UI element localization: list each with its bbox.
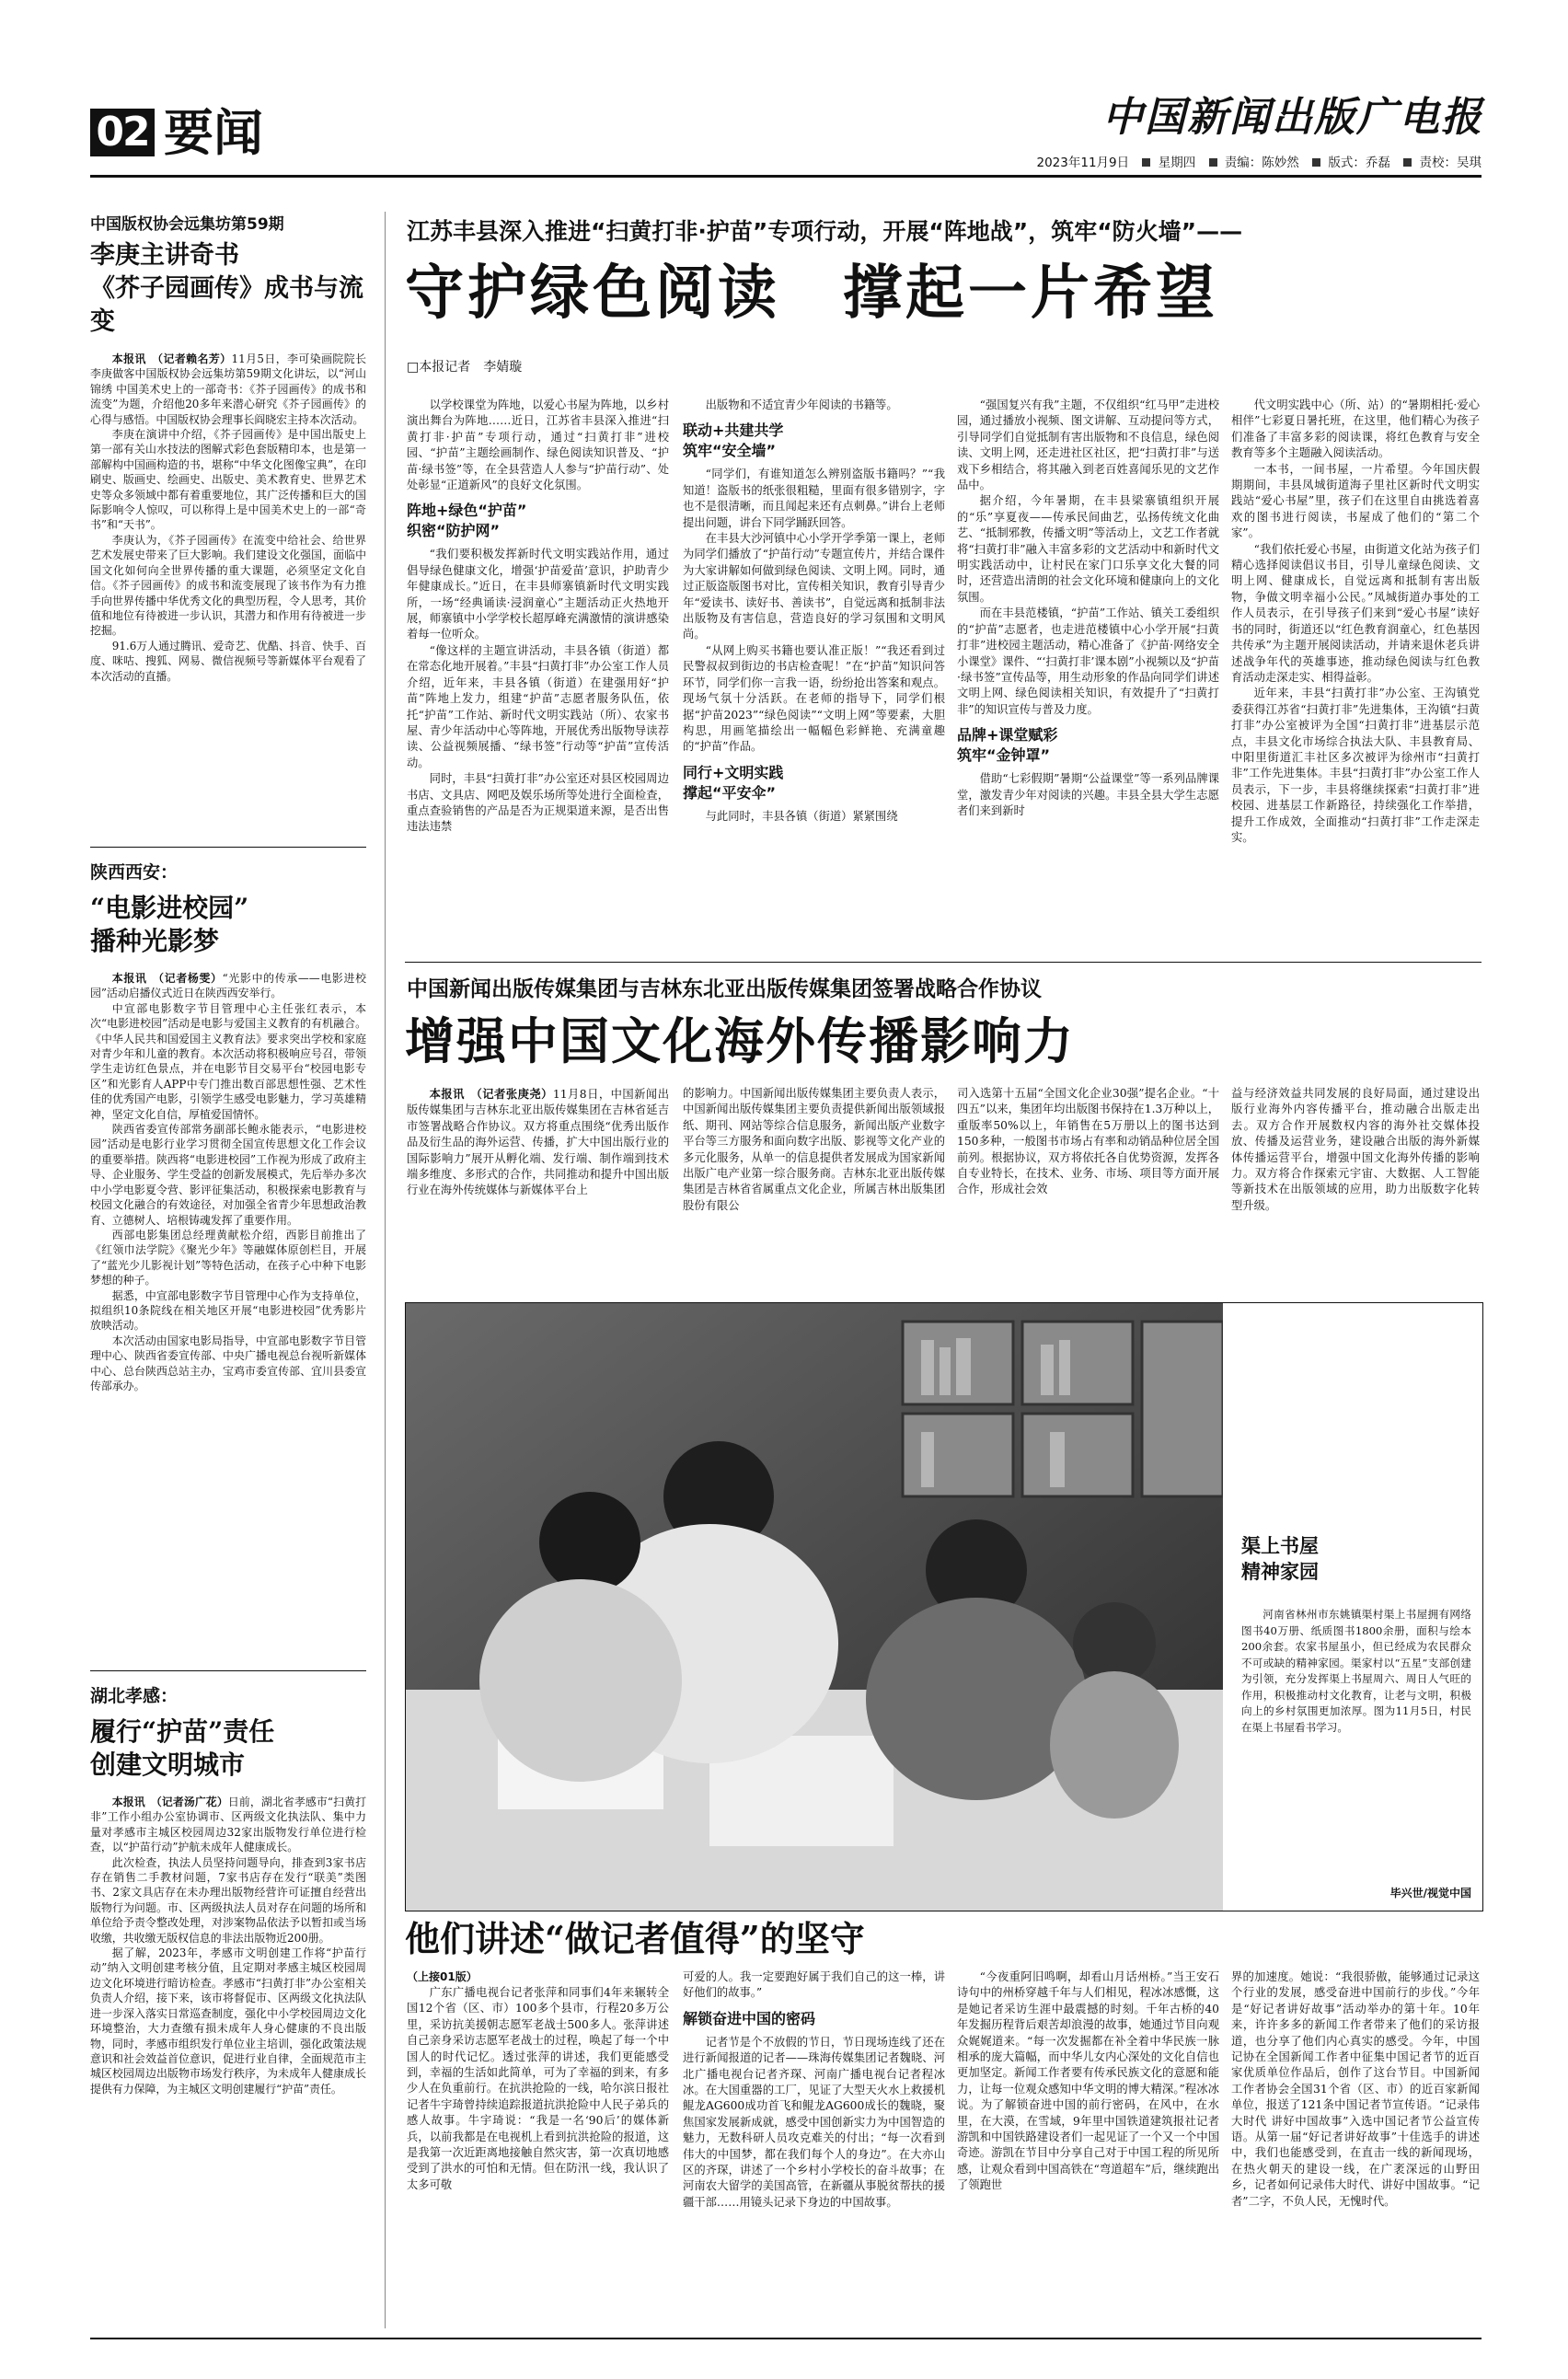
paragraph: 一本书，一间书屋，一片希望。今年国庆假期期间，丰县凤城街道海子里社区新时代文明实践站“爱心书屋”里，孩子们在这里自由挑选着喜欢的图书进行阅读，书屋成了他们的“第二个家”。 — [1231, 462, 1480, 540]
story-1-byline: □本报记者 李婧璇 — [407, 360, 523, 375]
paragraph: “从网上购买书籍也要认准正版！”“我还看到过民警叔叔到街边的书店检查呢！”在“护苗”知识问答环节，同学们你一言我一语，纷纷抢出答案和观点。现场气氛十分活跃。在老师的指导下，同学们根据“护苗2023”“绿色阅读”“文明上网”等要素，大胆构思，用画笔描绘出一幅幅色彩鲜艳、充满童趣的“护苗”作品。 — [683, 643, 945, 754]
photo-title-line-1: 渠上书屋 — [1241, 1535, 1319, 1557]
subhead: 筑牢“安全墙” — [683, 442, 777, 460]
paragraph: 据介绍，今年暑期，在丰县梁寨镇组织开展的“乐”享夏夜——传承民间曲艺，弘扬传统文化曲艺、“抵制邪教，传播文明”等活动上，文艺工作者就将“扫黄打非”融入丰富多彩的文艺活动中和新时代文明实践活动中，让村民在家门口乐享文化大餐的同时，还营造出清朗的社会文化环境和健康向上的文化氛围。 — [957, 494, 1219, 604]
paragraph: 广东广播电视台记者张萍和同事们4年来辗转全国12个省（区、市）100多个县市，行程20多万公里，采访抗美援朝志愿军老战士500多人。张萍讲述自己亲身采访志愿军老战士的过程，唤起了每一个中国人的时代记忆。透过张萍的讲述，我们更能感受到，幸福的生活如此简单，可为了幸福的到来，有多少人在负重前行。在抗洪抢险的一线，哈尔滨日报社记者牛宇琦曾持续追踪报道抗洪抢险中人民子弟兵的感人故事。牛宇琦说：“我是一名‘90后’的媒体新兵，以前我都是在电视机上看到抗洪抢险的报道，这是我第一次近距离地接触自然灾害，第一次真切地感受到了洪水的可怕和无情。但在防汛一线，我认识了太多可敬 — [407, 1986, 669, 2191]
paragraph-text: 11月8日，中国新闻出版传媒集团与吉林东北亚出版传媒集团在吉林省延吉市签署战略合作协议。双方将重点围绕“优秀出版作品及衍生品的海外运营、传播，扩大中国出版行业的国际影响力”展开从孵化端、发行端、制作端到技术端多维度、多形式的合作，共同推动和提升中国出版行业在海外传统媒体与新媒体平台上 — [407, 1088, 669, 1197]
paragraph: 李庚认为，《芥子园画传》在流变中给社会、给世界艺术发展史带来了巨大影响。我们建设文化强国，面临中国文化如何向全世界传播的重大课题，必须坚定文化自信。《芥子园画传》的成书和流变展现了该书作为有力推手向世界传播中华优秀文化的典型历程，令人思考，其价值和地位有待被进一步认识，其潜力和作用有待被进一步挖掘。 — [90, 533, 366, 638]
paragraph: “强国复兴有我”主题，不仅组织“红马甲”走进校园，通过播放小视频、图文讲解、互动提问等方式，引导同学们自觉抵制有害出版物和不良信息，绿色阅读、文明上网，还走进社区社区，把“扫黄打非”与送戏下乡相结合，将其融入到老百姓喜闻乐见的文艺作品中。 — [957, 398, 1219, 492]
subhead: 品牌+课堂赋彩 — [957, 726, 1058, 745]
story-1-col-3 — [957, 398, 1219, 948]
paragraph: 此次检查，执法人员坚持问题导向，排查到3家书店存在销售二手教材问题，7家书店存在发行“联美”类图书、2家文具店存在未办理出版物经营许可证擅自经营出版物行为问题。市、区两级执法人员对存在问题的场所和单位给予责令整改处理，对涉案物品依法予以暂扣或当场收缴，共收缴无版权信息的非法出版物近200册。 — [90, 1855, 366, 1945]
paragraph: 91.6万人通过腾讯、爱奇艺、优酷、抖音、快手、百度、咪咕、搜狐、网易、微信视频号等新媒体平台观看了本次活动的直播。 — [90, 639, 366, 683]
paragraph: 据了解，2023年，孝感市文明创建工作将“护苗行动”纳入文明创建考核分值，且定期对孝感主城区校园周边文化环境进行暗访检查。孝感市“扫黄打非”办公室相关负责人介绍，接下来，该市将督促市、区两级文化执法队进一步深入落实日常巡查制度，强化中小学校园周边文化环境整治，大力查缴有损未成年人身心健康的不良出版物，同时，孝感市组织发行单位业主培训，强化政策法规意识和社会效益首位意识，促进行业自律，全面规范市主城区校园周边出版物市场发行秩序，为未成年人健康成长提供有力保障，为主城区文明创建履行“护苗”责任。 — [90, 1946, 366, 2096]
paragraph: 可爱的人。我一定要跑好属于我们自己的这一棒，讲好他们的故事。” — [683, 1970, 945, 2000]
paragraph: 出版物和不适宜青少年阅读的书籍等。 — [705, 398, 898, 411]
headline-line-2: 播种光影梦 — [90, 926, 220, 956]
paragraph: 本次活动由国家电影局指导，中宣部电影数字节目管理中心、陕西省委宣传部、中央广播电视总台视听新媒体中心、总台陕西总站主办，宝鸡市委宣传部、宜川县委宣传部承办。 — [90, 1334, 366, 1392]
divider — [405, 962, 1482, 963]
continuation-note: （上接01版） — [407, 1970, 478, 1983]
left-story-2 — [90, 860, 366, 1661]
photo-frame — [405, 1302, 1483, 1911]
byline — [90, 971, 366, 1001]
paragraph: 界的加速度。她说：“我很骄傲，能够通过记录这个行业的发展，感受奋进中国前行的步伐。”今年是“好记者讲好故事”活动举办的第十年。10年来，许许多多的新闻工作者带来了他们的采访报道，也分享了他们内心真实的感受。今年，中国记协在全国新闻工作者中征集中国记者节的近百家优质单位作品后，创作了这台节目。中国新闻工作者协会全国31个省（区、市）的近百家新闻单位，报送了121条中国记者节宣传语。“记录伟大时代 讲好中国故事”入选中国记者节公益宣传语。从第一届“好记者讲好故事”十佳选手的讲述中，我们也能感受到，在直击一线的新闻现场，在热火朝天的建设一线，在广袤深远的山野田乡，记者如何记录伟大时代、讲好中国故事。“记者”二字，不负人民，无愧时代。 — [1231, 1970, 1480, 2208]
designer: 版式：乔磊 — [1328, 156, 1390, 170]
paragraph: 11月5日，李可染画院院长李庚做客中国版权协会远集坊第59期文化讲坛，以“河山锦绣 中国美术史上的一部奇书：《芥子园画传》的成书和流变”为题，介绍他20多年来潜心研究《芥子园画传》的心得与感悟。中国版权协会理事长阎晓宏主持本次活动。 — [90, 352, 366, 426]
divider — [90, 1670, 366, 1671]
paragraph: 近年来，丰县“扫黄打非”办公室、王沟镇党委获得江苏省“扫黄打非”先进集体，王沟镇“扫黄打非”办公室被评为全国“扫黄打非”进基层示范点，丰县文化市场综合执法大队、丰县教育局、中阳里街道汇丰社区多次被评为徐州市“扫黄打非”工作先进集体。丰县“扫黄打非”办公室工作人员表示，下一步，丰县将继续探索“扫黄打非”进校园、进基层工作新路径，持续强化工作举措，提升工作成效，全面推动“扫黄打非”工作走深走实。 — [1231, 687, 1480, 844]
subhead: 联动+共建共学 — [683, 422, 784, 440]
weekday: 星期四 — [1158, 156, 1196, 170]
story-3-col-3 — [957, 1969, 1219, 2328]
byline — [90, 352, 366, 427]
headline-line-1: 履行“护苗”责任 — [90, 1716, 275, 1747]
paper-logo: 中国新闻出版广电报 — [1102, 94, 1483, 141]
story-3-col-4 — [1231, 1969, 1480, 2328]
subhead: 解锁奋进中国的密码 — [683, 2009, 816, 2027]
story-2-kicker: 中国新闻出版传媒集团与吉林东北亚出版传媒集团签署战略合作协议 — [407, 977, 1042, 1001]
divider — [90, 847, 366, 848]
story-3-col-1 — [407, 1969, 669, 2328]
paragraph: 李庚在演讲中介绍，《芥子园画传》是中国出版史上第一部有关山水技法的图解式彩色套版精印本，也是第一部解构中国画构造的书，堪称“中华文化图像宝典”，在印刷史、版画史、绘画史、出版史、美术教育史、世界艺术史等众多领域中都有着重要地位，其广泛传播和巨大的国际影响令人惊叹，可以称得上是中国美术史上的一部“奇书”和“天书”。 — [90, 428, 366, 532]
story-1-col-1 — [407, 398, 669, 948]
paragraph: 以学校课堂为阵地，以爱心书屋为阵地，以乡村演出舞台为阵地……近日，江苏省丰县深入推进“扫黄打非·护苗”专项行动，通过“扫黄打非”进校园、“护苗”主题绘画制作、绿色阅读知识普及、“护苗·绿书签”等，在全县营造人人参与“护苗行动”、处处彰显“正道新风”的良好文化氛围。 — [407, 398, 669, 492]
headline-line-2: 创建文明城市 — [90, 1750, 246, 1780]
photo-caption: 河南省林州市东姚镇渠村渠上书屋拥有网络图书40万册、纸质图书1800余册，面积与绘本200余套。农家书屋虽小，但已经成为农民群众不可或缺的精神家园。渠家村以“五星”支部创建为引领，充分发挥渠上书屋周六、周日人气旺的作用，积极推动村文化教育，让老与文明，积极向上的乡村氛围更加浓厚。图为11月5日，村民在渠上书屋看书学习。 — [1241, 1608, 1471, 1734]
editor: 责编：陈妙然 — [1224, 156, 1299, 170]
byline-text: 本报讯 （记者张庚尧） — [429, 1087, 553, 1101]
story-2-col-1 — [407, 1086, 669, 1293]
story-2-col-3 — [957, 1086, 1219, 1293]
subhead: 织密“防护网” — [407, 522, 501, 540]
kicker: 陕西西安： — [90, 862, 179, 883]
subhead: 同行+文明实践 — [683, 763, 784, 781]
paragraph: “光影中的传承——电影进校园”活动启播仪式近日在陕西西安举行。 — [90, 972, 366, 1000]
paragraph: 益与经济效益共同发展的良好局面，通过建设出版行业海外内容传播平台，推动融合出版走出去。双方合作开展数权内容的海外社交媒体投放、传播及运营业务，建设融合出版的海外新媒体传播运营平台，增强中国文化海外传播的影响力。双方将合作探索元宇宙、大数据、人工智能等新技术在出版领域的应用，助力出版数字化转型升级。 — [1231, 1087, 1480, 1212]
paragraph: “同学们，有谁知道怎么辨别盗版书籍吗？”“我知道！盗版书的纸张很粗糙，里面有很多错别字，字也不是很清晰，而且闻起来还有点刺鼻。”讲台上老师提出问题，讲台下同学踊跃回答。 — [683, 468, 945, 529]
story-1-kicker: 江苏丰县深入推进“扫黄打非·护苗”专项行动，开展“阵地战”，筑牢“防火墙”—— — [407, 218, 1243, 245]
left-story-1 — [90, 214, 366, 839]
headline-line-1: “电影进校园” — [90, 893, 249, 923]
paragraph: 西部电影集团总经理黄献松介绍，西影目前推出了《红领巾法学院》《聚光少年》等融媒体原创栏目，开展了“蓝光少儿影视计划”等特色活动，在孩子心中种下电影梦想的种子。 — [90, 1228, 366, 1288]
photo-credit: 毕兴世/视觉中国 — [1389, 1887, 1471, 1900]
paragraph: “像这样的主题宣讲活动，丰县各镇（街道）都在常态化地开展着。”丰县“扫黄打非”办公室工作人员介绍，近年来，丰县各镇（街道）在建强用好“护苗”阵地上发力，组建“护苗”志愿者服务队伍，依托“护苗”工作站、新时代文明实践站（所）、农家书屋、青少年活动中心等阵地，开展优秀出版物导读荐读、公益视频展播、“绿书签”行动等“护苗”宣传活动。 — [407, 643, 669, 769]
issue-meta — [1031, 155, 1482, 171]
photo-illustration — [406, 1303, 1223, 1911]
paragraph: 借助“七彩假期”暑期“公益课堂”等一系列品牌课堂，激发青少年对阅读的兴趣。丰县全县大学生志愿者们来到新时 — [957, 772, 1219, 817]
byline-text: 本报讯 （记者汤广花） — [111, 1796, 228, 1808]
story-2-headline: 增强中国文化海外传播影响力 — [405, 1011, 1075, 1070]
paragraph: “我们依托爱心书屋，由街道文化站为孩子们精心选择阅读倡议书目，引导儿童绿色阅读、文明上网、健康成长，自觉远离和抵制有害出版物，争做文明幸福小公民。”凤城街道办事处的工作人员表示，在引导孩子们来到“爱心书屋”读好书的同时，街道还以“红色教育润童心，红色基因共传承”为主题开展阅读活动，并请来退休老兵讲述战争年代的英雄事迹，推动绿色阅读与红色教育活动走深走实、相得益彰。 — [1231, 542, 1480, 684]
column-divider — [385, 212, 386, 2328]
paragraph: 在丰县大沙河镇中心小学开学季第一课上，老师为同学们播放了“护苗行动”专题宣传片，并结合课件为大家讲解如何做到绿色阅读、文明上网。同时，通过正版盗版图书对比，宣传相关知识，教育引导青少年“爱读书、读好书、善读书”，自觉远离和抵制非法出版物及有害信息，营造良好的学习氛围和文明风尚。 — [683, 532, 945, 641]
story-2-col-4 — [1231, 1086, 1480, 1293]
paragraph: “我们要积极发挥新时代文明实践站作用，通过倡导绿色健康文化，增强‘护苗爱苗’意识，护助青少年健康成长。”近日，在丰县师寨镇新时代文明实践所，一场“经典诵读·浸润童心”主题活动正火热地开展，师寨镇中小学学校长超厚峰充满激情的演讲感染着每一位听众。 — [407, 548, 669, 641]
paragraph — [407, 1086, 669, 1199]
proofreader: 责校：吴琪 — [1419, 156, 1482, 170]
story-3-col-2 — [683, 1969, 945, 2328]
paragraph: 记者节是个不放假的节日，节日现场连线了还在进行新闻报道的记者——珠海传媒集团记者魏晓、河北广播电视台记者齐琛、河南广播电视台记者程冰冰。在大国重器的工厂，见证了大型天火水上救援机鲲龙AG600成功首飞和鲲龙AG600成长的魏晓，聚焦国家发展新成就，感受中国创新实力为中国智造的魅力，无数科研人员攻克难关的付出；“每一次看到伟大的中国梦，都在我们每个人的身边”。在大亦山区的齐琛，讲述了一个乡村小学校长的奋斗故事；在河南农大留学的美国高管，在新疆从事脱贫帮扶的援疆干部……用镜头记录下身边的中国故事。 — [683, 2035, 945, 2209]
paragraph: 而在丰县范楼镇，“护苗”工作站、镇关工委组织的“护苗”志愿者，也走进范楼镇中心小学开展“扫黄打非”进校园主题活动，精心准备了《护苗·网络安全小课堂》课件、“‘扫黄打非’课本剧”小视频以及“护苗·绿书签”宣传品等，用生动形象的作品向同学们讲述文明上网、绿色阅读相关知识，有效提升了“扫黄打非”的知识宣传与普及力度。 — [957, 606, 1219, 716]
left-story-3 — [90, 1684, 366, 2328]
paragraph: “今夜重阿旧鸣啊，却看山月话州桥。”当王安石诗句中的州桥穿越千年与人们相见，程冰冰感慨，这是她记者采访生涯中最震撼的时刻。千年古桥的40年发掘历程背后艰苦却浪漫的故事，她通过节目向观众娓娓道来。“每一次发掘都在补全着中华民族一脉相承的庞大篇幅，而中华儿女内心深处的文化自信也更加坚定。新闻工作者要有传承民族文化的意愿和能力，让每一位观众感知中华文明的博大精深。”程冰冰说。为了解锁奋进中国的前行密码，在风中，在水里，在大漠，在雪域，9年里中国铁道建筑报社记者游凯和中国铁路建设者们一起见证了一个又一个中国奇迹。游凯在节目中分享自己对于中国工程的所见所感，让观众看到中国高铁在“弯道超车”后，继续跑出了领跑世 — [957, 1970, 1219, 2192]
footer-rule — [90, 2338, 1482, 2339]
paragraph: 与此同时，丰县各镇（街道）紧紧围绕 — [705, 809, 898, 823]
subhead: 撑起“平安伞” — [683, 783, 777, 802]
section-title: 要闻 — [164, 103, 263, 162]
story-1-col-4 — [1231, 398, 1480, 948]
kicker: 湖北孝感： — [90, 1686, 179, 1706]
masthead-rule — [90, 175, 1482, 178]
story-1-headline: 守护绿色阅读 撑起一片希望 — [405, 259, 1218, 328]
subhead: 阵地+绿色“护苗” — [407, 502, 527, 520]
story-3-headline: 他们讲述“做记者值得”的坚守 — [405, 1918, 865, 1959]
byline — [90, 1795, 366, 1855]
photo-title-line-2: 精神家园 — [1241, 1561, 1319, 1583]
paragraph: 代文明实践中心（所、站）的“暑期相托·爱心相伴”七彩夏日暑托班，在这里，他们精心为孩子们准备了丰富多彩的阅读课，将红色教育与安全教育等多个主题融入阅读活动。 — [1231, 398, 1480, 460]
story-2-col-2 — [683, 1086, 945, 1293]
news-photo — [406, 1303, 1223, 1911]
story-1-col-2 — [683, 398, 945, 948]
headline-line-2: 《芥子园画传》成书与流变 — [90, 274, 363, 336]
paragraph: 的影响力。中国新闻出版传媒集团主要负责人表示，中国新闻出版传媒集团主要负责提供新闻出版领域报纸、期刊、网站等综合信息服务，新闻出版产业数字平台等三方服务和面向数字出版、影视等文化产业的多元化服务，从单一的信息提供者发展成为国家新闻出版广电产业第一综合服务商。吉林东北亚出版传媒集团是吉林省省属重点文化企业，所属吉林出版集团股份有限公 — [683, 1087, 945, 1212]
byline-text: 本报讯 （记者杨雯） — [111, 972, 223, 985]
date: 2023年11月9日 — [1036, 156, 1130, 170]
paragraph: 同时，丰县“扫黄打非”办公室还对县区校园周边书店、文具店、网吧及娱乐场所等处进行全面检查，重点查验销售的产品是否为正规渠道来源，是否出售违法违禁 — [407, 772, 669, 834]
paragraph: 据悉，中宣部电影数字节目管理中心作为支持单位，拟组织10条院线在相关地区开展“电影进校园”优秀影片放映活动。 — [90, 1288, 366, 1333]
paragraph: 日前，湖北省孝感市“扫黄打非”工作小组办公室协调市、区两级文化执法队、集中力量对孝感市主城区校园周边32家出版物发行单位进行检查，以“护苗行动”护航未成年人健康成长。 — [90, 1796, 366, 1854]
byline-text: 本报讯 （记者赖名芳） — [111, 352, 232, 365]
paragraph: 陕西省委宣传部常务副部长鲍永能表示，“电影进校园”活动是电影行业学习贯彻全国宣传思想文化工作会议的重要举措。陕西将“电影进校园”工作视为形成了政府主导、企业服务、学生受益的创新发展模式，先后举办多次中小学电影夏令营、影评征集活动，积极探索电影教育与校园文化融合的有效途径，对加强全省青少年思想政治教育、立德树人、培根铸魂发挥了重要作用。 — [90, 1123, 366, 1227]
page-number: 02 — [90, 109, 155, 156]
paragraph: 司入选第十五届“全国文化企业30强”提名企业。“十四五”以来，集团年均出版图书保持在1.3万种以上，重版率50%以上，年销售在5万册以上的图书达到150多种，一般图书市场占有率和动销品种位居全国前列。根据协议，双方将依托各自优势资源，发挥各自专业特长，在技术、业务、市场、项目等方面开展合作，形成社会效 — [957, 1087, 1219, 1196]
paragraph: 中宣部电影数字节目管理中心主任张红表示，本次“电影进校园”活动是电影与爱国主义教育的有机融合。《中华人民共和国爱国主义教育法》要求突出学校和家庭对青少年和儿童的教育。本次活动将积极响应号召，带领学生走访红色景点，并在电影节目交易平台“校园电影专区”和光影育人APP中专门推出数百部思想性强、艺术性佳的优秀国产电影，引领学生感受电影魅力，学习英雄精神，坚定文化自信，厚植爱国情怀。 — [90, 1001, 366, 1121]
subhead: 筑牢“金钟罩” — [957, 746, 1051, 765]
headline-line-1: 李庚主讲奇书 — [90, 241, 239, 270]
masthead — [0, 0, 1568, 179]
kicker: 中国版权协会远集坊第59期 — [90, 215, 284, 234]
